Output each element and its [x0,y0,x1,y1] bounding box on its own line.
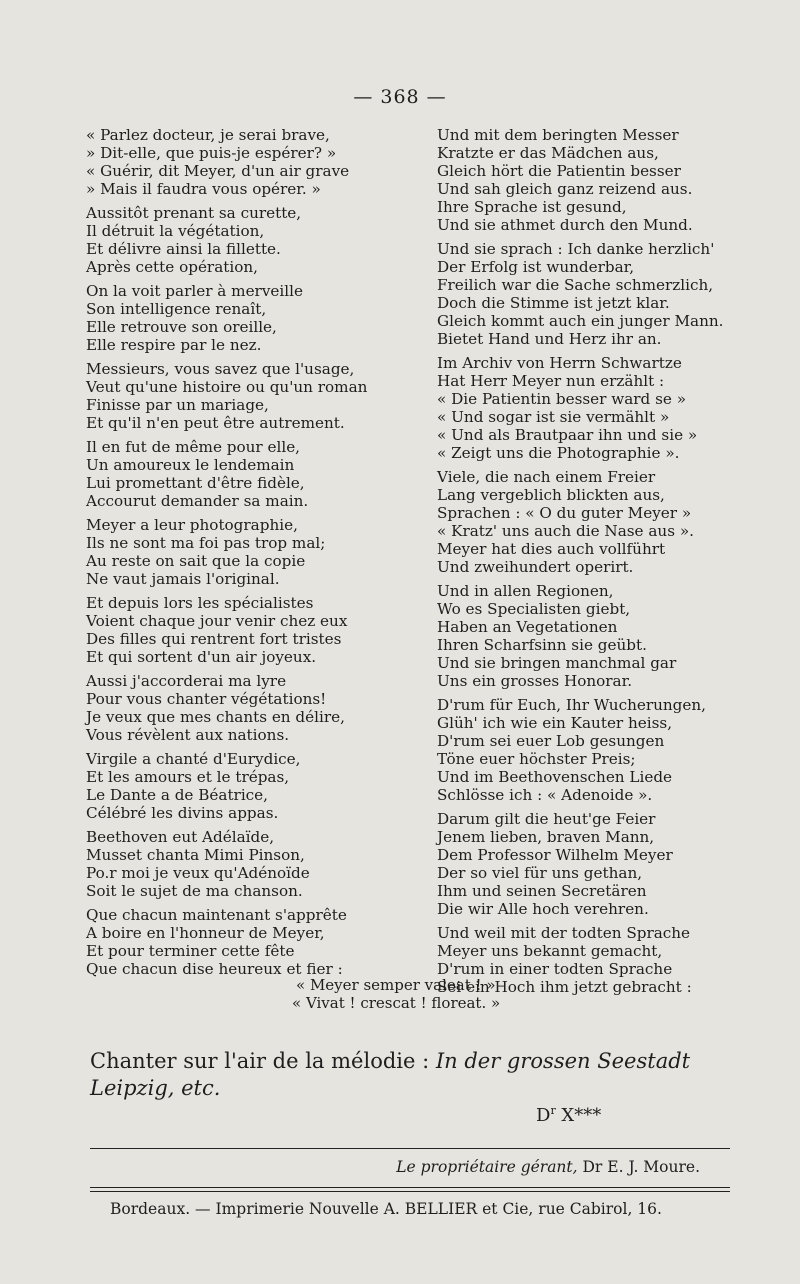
poem-line: Voient chaque jour venir chez eux [86,612,348,630]
latin-refrain [292,976,596,1012]
french-stanza [86,594,416,666]
poem-line: Und zweihundert operirt. [437,558,634,576]
poem-line: Meyer hat dies auch vollführt [437,540,666,558]
poem-line: Et délivre ainsi la fillette. [86,240,281,258]
poem-line: Son intelligence renaît, [86,300,267,318]
poem-line: Et qui sortent d'un air joyeux. [86,648,317,666]
publisher-manager [340,1158,700,1176]
poem-line: Il en fut de même pour elle, [86,438,301,456]
melody-title: In der grossen Seestadt Leipzig, etc. [90,1049,691,1100]
poem-line: Ihren Scharfsinn sie geübt. [437,636,647,654]
poem-line: « Guérir, dit Meyer, d'un air grave [86,162,350,180]
poem-line: Ils ne sont ma foi pas trop mal; [86,534,326,552]
poem-line: Und sie sprach : Ich danke herzlich' [437,240,715,258]
poem-line: Doch die Stimme ist jetzt klar. [437,294,670,312]
poem-line: A boire en l'honneur de Meyer, [86,924,325,942]
poem-line: Et pour terminer cette fête [86,942,295,960]
poem-line: Und sie bringen manchmal gar [437,654,677,672]
german-stanza [437,126,767,234]
printer-imprint: Bordeaux. — Imprimerie Nouvelle A. BELLIER et Cie, rue Cabirol, 16. [110,1200,662,1218]
poem-line: Et qu'il n'en peut être autrement. [86,414,345,432]
melody-prefix: Chanter sur l'air de la mélodie : [90,1049,436,1073]
german-poem-column [437,126,767,1002]
manager-title: Le propriétaire gérant, [396,1158,578,1176]
poem-line: On la voit parler à merveille [86,282,303,300]
poem-line: D'rum in einer todten Sprache [437,960,673,978]
poem-line: Musset chanta Mimi Pinson, [86,846,305,864]
german-stanza [437,582,767,690]
french-stanza [86,828,416,900]
poem-line: Que chacun maintenant s'apprête [86,906,347,924]
poem-line: Po.r moi je veux qu'Adénoïde [86,864,310,882]
poem-line: Töne euer höchster Preis; [437,750,636,768]
poem-line: Sprachen : « O du guter Meyer » [437,504,692,522]
poem-line: Et depuis lors les spécialistes [86,594,314,612]
poem-line: Haben an Vegetationen [437,618,618,636]
poem-line: Soit le sujet de ma chanson. [86,882,303,900]
poem-line: Gleich hört die Patientin besser [437,162,681,180]
melody-note [90,1048,740,1102]
poem-line: Jenem lieben, braven Mann, [437,828,655,846]
french-stanza [86,126,416,198]
poem-line: « Kratz' uns auch die Nase aus ». [437,522,694,540]
poem-line: D'rum sei euer Lob gesungen [437,732,665,750]
poem-line: Et les amours et le trépas, [86,768,290,786]
poem-line: « Zeigt uns die Photographie ». [437,444,680,462]
poem-line: Des filles qui rentrent fort tristes [86,630,342,648]
poem-line: Meyer uns bekannt gemacht, [437,942,663,960]
german-stanza [437,468,767,576]
refrain-line: « Meyer semper valeat ! » [296,976,496,994]
signature-prefix: D [536,1105,551,1126]
poem-line: Aussi j'accorderai ma lyre [86,672,287,690]
french-stanza [86,672,416,744]
poem-line: Schlösse ich : « Adenoide ». [437,786,653,804]
french-stanza [86,750,416,822]
poem-line: Pour vous chanter végétations! [86,690,327,708]
poem-line: Célébré les divins appas. [86,804,279,822]
french-stanza [86,516,416,588]
poem-line: Der Erfolg ist wunderbar, [437,258,635,276]
signature-name: X*** [555,1105,602,1126]
poem-line: Der so viel für uns gethan, [437,864,643,882]
poem-line: Die wir Alle hoch verehren. [437,900,649,918]
german-stanza [437,696,767,804]
poem-line: Und im Beethovenschen Liede [437,768,673,786]
poem-line: Darum gilt die heut'ge Feier [437,810,656,828]
divider-rule [90,1148,730,1149]
poem-line: Elle respire par le nez. [86,336,262,354]
poem-line: « Und als Brautpaar ihn und sie » [437,426,698,444]
poem-line: Virgile a chanté d'Eurydice, [86,750,301,768]
author-signature [536,1104,601,1126]
german-stanza [437,810,767,918]
poem-line: Meyer a leur photographie, [86,516,298,534]
french-stanza [86,906,416,978]
poem-line: Ihm und seinen Secretären [437,882,647,900]
poem-line: Glüh' ich wie ein Kauter heiss, [437,714,673,732]
poem-line: D'rum für Euch, Ihr Wucherungen, [437,696,706,714]
german-stanza [437,240,767,348]
refrain-line: « Vivat ! crescat ! floreat. » [292,994,501,1012]
poem-line: Veut qu'une histoire ou qu'un roman [86,378,368,396]
divider-rule [90,1191,730,1192]
poem-line: « Und sogar ist sie vermählt » [437,408,670,426]
french-poem-column [86,126,416,984]
poem-line: « Die Patientin besser ward se » [437,390,686,408]
poem-line: Und weil mit der todten Sprache [437,924,691,942]
french-stanza [86,204,416,276]
poem-line: Finisse par un mariage, [86,396,269,414]
poem-line: Uns ein grosses Honorar. [437,672,633,690]
poem-line: Wo es Specialisten giebt, [437,600,631,618]
poem-line: Und sie athmet durch den Mund. [437,216,693,234]
poem-line: » Mais il faudra vous opérer. » [86,180,321,198]
poem-line: Beethoven eut Adélaïde, [86,828,275,846]
poem-line: Au reste on sait que la copie [86,552,306,570]
poem-line: Und in allen Regionen, [437,582,614,600]
poem-line: Bietet Hand und Herz ihr an. [437,330,662,348]
manager-name: Dr E. J. Moure. [577,1158,700,1176]
poem-line: Dem Professor Wilhelm Meyer [437,846,673,864]
divider-rule [90,1187,730,1188]
poem-line: Ne vaut jamais l'original. [86,570,280,588]
poem-line: Freilich war die Sache schmerzlich, [437,276,714,294]
german-stanza [437,354,767,462]
poem-line: Hat Herr Meyer nun erzählt : [437,372,665,390]
signature-sup: r [550,1104,556,1117]
poem-line: Un amoureux le lendemain [86,456,295,474]
poem-line: Il détruit la végétation, [86,222,265,240]
french-stanza [86,438,416,510]
poem-line: Kratzte er das Mädchen aus, [437,144,659,162]
poem-line: Gleich kommt auch ein junger Mann. [437,312,724,330]
page-number: — 368 — [353,86,447,108]
french-stanza [86,360,416,432]
poem-line: Ihre Sprache ist gesund, [437,198,627,216]
poem-line: Und sah gleich ganz reizend aus. [437,180,693,198]
poem-line: Lang vergeblich blickten aus, [437,486,665,504]
poem-line: Accourut demander sa main. [86,492,309,510]
poem-line: Je veux que mes chants en délire, [86,708,345,726]
poem-line: Vous révèlent aux nations. [86,726,290,744]
poem-line: Aussitôt prenant sa curette, [86,204,302,222]
poem-line: » Dit-elle, que puis-je espérer? » [86,144,337,162]
poem-line: Lui promettant d'être fidèle, [86,474,305,492]
poem-line: « Parlez docteur, je serai brave, [86,126,330,144]
poem-line: Elle retrouve son oreille, [86,318,277,336]
poem-line: Le Dante a de Béatrice, [86,786,268,804]
poem-line: Sei ein Hoch ihm jetzt gebracht : [437,978,692,996]
poem-line: Que chacun dise heureux et fier : [86,960,343,978]
poem-line: Im Archiv von Herrn Schwartze [437,354,682,372]
poem-line: Viele, die nach einem Freier [437,468,656,486]
poem-line: Und mit dem beringten Messer [437,126,679,144]
poem-line: Après cette opération, [86,258,258,276]
poem-line: Messieurs, vous savez que l'usage, [86,360,355,378]
french-stanza [86,282,416,354]
